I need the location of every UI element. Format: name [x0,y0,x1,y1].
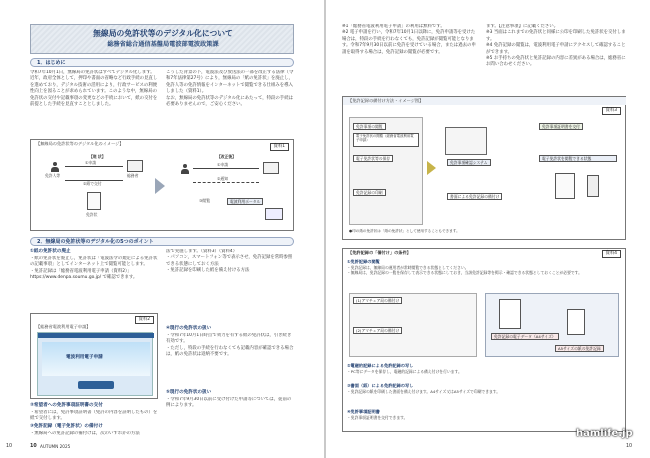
fig4-item-3: ③書面（紙）による免許記録の写し [347,383,414,388]
arrow-apply2 [193,168,259,169]
fig1-issue: ②紙で交付 [83,181,102,186]
fig4-box-3: 免許記録の電子データ（A4サイズ） [491,333,559,340]
fig4-box-1: (1)アマチュア局の備付け [353,297,402,304]
intro-column-2: こうした背景の下，電波法及び放送法の一部を改正する法律（令和7年法律第27号）により，無線局の「紙の免許状」を廃止し，免許人等の免許情報をインターネットで閲覧できる仕組みを導入しました（資料1）。 なお，無線局の免許状等のデジタル化にあたって，特段の手続は必要ありませんので，ご安心ください。 [166,70,294,108]
section-heading-1 [30,58,294,67]
fig1-notice: ②通知 [217,176,228,181]
fig4-text-1: ・免許記録は，無線局の運用者が常時閲覧できる状態としてください。 ・無線局は，免許記録の一覧を保存して表示できる状態にしておき，当該免許記録等を掲示・確認できる状態としておくことが必要です。 [347,265,582,276]
pc-monitor-icon-right [445,127,487,155]
website-login-button[interactable] [78,381,114,389]
licensee-person-icon-2 [181,164,189,174]
right-page [326,0,650,458]
fig3-paper [555,173,575,199]
point-3-text: ・無線局への免許記録の備付けは，次のいずれかの方法 [30,431,140,436]
figure-1-label: 資料1 [270,143,289,151]
figure-4 [342,248,626,432]
page-title: 無線局の免許状等のデジタル化について [93,29,233,38]
paper-license-icon [87,192,101,210]
fig3-h: 電子免許状を閲覧できる状態 [539,155,617,162]
transition-arrow-icon [155,178,165,194]
notes-column-2: ます。【注意事項】に記載ください。 ※3 当面はこれまでの免許状と同様に公印を印刷した免許状を交付します。 ※4 免許記録の閲覧は，電波利用電子申請にアクセスして確認することができます。 ※5 お手持ちの免許状と免許記録の内容に差異がある場合は，総務省にお問い合わせください。 [486,24,626,68]
point-1b-text: 法で実施します。（資料3）（資料4） ・パソコン，スマートフォン等で表示させ，免許記録を常時参照できる状態にしておく方法 ・免許記録を印刷した紙を備え付ける方法 [166,249,293,274]
figure-3-caption: 【免許記録の備付け方法・イメージ図】 [348,98,424,103]
fig1-application: ①申請 [85,160,96,165]
fig3-a: 免許事項の閲覧 [353,123,386,130]
point-4-title: ④現行の免許状の扱い [166,326,212,331]
section-heading-2-text: 2．無線局の免許状等のデジタル化の5つのポイント [37,239,154,245]
fig4-item-2: ②電磁的記録による免許記録の写し [347,363,414,368]
fig1-license: 免許状 [86,212,98,217]
fig3-note: ●印の紙の免許状は「紙の免許状」として使用することもできます。 [349,229,460,233]
point-2-text: ・希望者には，免許事項証明書（免許の内容を証明したもの）を紙で交付します。 [30,410,158,422]
point-2-title: ②希望者への免許事項証明書の交付 [30,403,103,408]
fig3-phone [587,175,599,197]
figure-3 [342,96,626,240]
fig4-text-2: ・PC等にデータを保存し，電磁的記録による備え付けを行います。 [347,369,462,374]
fig4-box-2: (2)アマチュア局の備付け [353,327,402,334]
fig1-view: ③閲覧 [199,198,210,203]
left-page [0,0,324,458]
fig1-licensee: 免許人等 [45,173,61,178]
section-heading-2 [30,237,294,246]
fig3-chain-arrow [427,161,436,175]
fig4-paper-a4 [499,299,521,329]
pc-monitor-icon [265,208,283,220]
figure-1 [30,139,294,231]
fig4-item-1: ①免許記録の閲覧 [347,259,380,264]
fig4-paper-a5 [567,309,585,335]
fig1-system: 電波利用ポータル [227,198,263,205]
building-icon [127,160,143,172]
fig3-d: 書面による免許記録の備付け [447,193,502,200]
website-header-bar [38,333,154,338]
intro-column-1: 令和7年10月1日，無線局の免許状はすべてデジタル化します。 近年，政府全体として，押印や書面の省略など行政手続の見直しを進めており，デジタル技術の活用により，行政サービスの利便性向上を図ることが求められています。このような中，無線局の免許状の交付や記載事項の変更などの手続において，紙の交付を前提とした手続を見直すこととしました。 [30,70,158,108]
website-title: 電波利用電子申請 [66,355,103,360]
fig3-c: 電子免許状等の保存 [353,155,393,162]
hamlife-watermark: hamlife.jp [576,428,633,439]
licensee-person-icon [51,162,59,172]
point-5-text: ・令和7年9月30日以前に受け付けた申請等については，従前の例によります。 [166,397,292,409]
point-1-title: ①紙の免許状の廃止 [30,249,71,254]
point-3-title: ③免許記録（電子免許状）の備付け [30,424,103,429]
page-number-right: 10 [626,444,633,449]
fig3-g: 免許事項証明書を交付 [539,123,583,130]
arrow-application [65,166,123,167]
figure-2 [30,313,158,399]
figure-2-label: 資料2 [135,316,154,324]
fig3-f: 免許事項確認システム [447,159,491,166]
figure-3-label: 資料3 [602,107,621,115]
figure-4-caption: 【免許記録の「備付け」の条件】 [348,250,411,255]
fig4-text-4: ・免許事項証明書を交付できます。 [347,415,408,420]
page-number-left-inner: 10 [30,444,37,449]
section-heading-1-text: 1．はじめに [37,60,66,66]
fig4-item-4: ④免許事項証明書 [347,409,380,414]
issue-label: AUTUMN 2025 [40,444,71,449]
notes-column-1: ※1「総務省電波利用電子申請」の利用は無料です。 ※2 電子申請を行い，令和7年10月1日以降に，免許申請等を受けた場合は，特段の手続を行わなくても，免許記録が閲覧可能となります。令和7年9月30日以前に免許を受けている場合，または過去の申請を取得する場合は，免許記録の閲覧が必要です。 [342,24,476,55]
building-icon-2 [263,162,279,174]
fig3-b: 電子免許状の閲覧（総務省電波利用電子申請） [353,133,419,147]
figure-1-caption: 【無線局の免許状等のデジタル化のイメージ】 [36,141,124,146]
fig1-after-label: 【改正後】 [217,154,236,159]
fig4-box-4: A5サイズの紙の免許記録 [555,345,604,352]
figure-2-caption: 【総務省電波利用電子申請】 [36,324,91,329]
figure-4-label: 資料4 [602,250,621,258]
page-number-left: 10 [6,444,13,449]
fig4-text-3: ・免許記録の紙を印刷した書面を備え付けます。A4サイズ又はA5サイズで印刷できます。 [347,389,501,394]
arrow-notice [193,182,259,183]
fig1-apply2: ①申請 [217,162,228,167]
fig1-bureau: 総務省 [127,173,139,178]
page-subtitle: 総務省総合通信基盤局電波部電波政策課 [107,41,219,48]
point-4-text: ・令和7年10月1日時点で効力を有する紙の免許状は，引き続き有効です。 ・ただし，特段の手続を行わなくても記載内容が確認できる場合は，紙の免許状は返納不要です。 [166,333,294,358]
website-screenshot [37,332,153,396]
title-block [30,24,294,54]
fig3-e: 免許記録の印刷 [353,189,386,196]
fig1-now-label: 【現 状】 [89,154,106,159]
point-5-title: ⑤現行の免許状の扱い [166,390,212,395]
point-1-text: ・紙の免許状を廃止し，免許状は「電波法令の規定による免許状の記載事項」としてインターネット上で閲覧可能とします。 ・免許記録は「総務省電波利用電子申請（資料2）」https://www.denpa.soumu.go.jp/ で確認できます。 [30,256,158,281]
